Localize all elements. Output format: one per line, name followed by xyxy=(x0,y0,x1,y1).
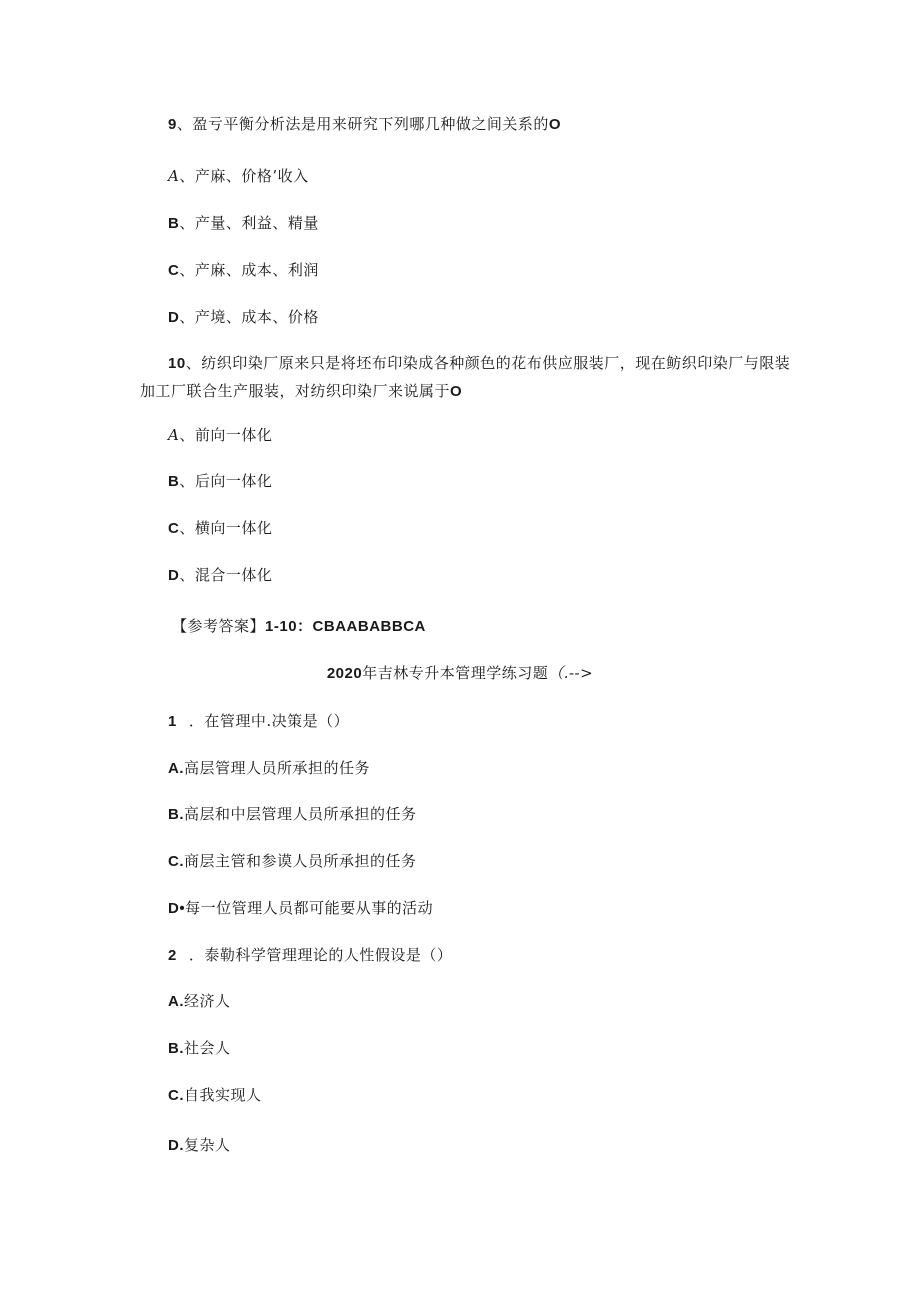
option-c xyxy=(168,851,417,872)
option-letter: D xyxy=(168,309,180,326)
answer-value: 1-10：CBAABABBCA xyxy=(265,618,426,635)
section-suffix: （.--> xyxy=(548,664,594,682)
answer-label: 【参考答案】 xyxy=(172,617,266,635)
option-text: 、产麻、成本、利润 xyxy=(179,261,319,279)
option-letter: B xyxy=(168,215,180,232)
option-b xyxy=(168,471,272,492)
question-blank: O xyxy=(548,116,562,133)
option-letter: C. xyxy=(168,1087,184,1104)
option-a xyxy=(168,758,370,779)
section-year: 2020 xyxy=(326,665,363,682)
option-letter: B. xyxy=(168,806,184,823)
question-9 xyxy=(168,114,561,135)
option-text: 高层管理人员所承担的任务 xyxy=(184,759,371,777)
option-c xyxy=(168,518,272,539)
option-b xyxy=(168,213,319,234)
option-c xyxy=(168,260,319,281)
section-title-text: 年吉林专升本管理学练习题 xyxy=(362,664,549,682)
option-a xyxy=(168,991,231,1012)
question-number: 1 xyxy=(168,713,177,730)
section-title xyxy=(0,663,920,684)
question-10-line-1 xyxy=(168,353,790,374)
answer-key xyxy=(172,616,426,637)
option-letter: A xyxy=(168,167,180,185)
question-number: 2 xyxy=(168,947,177,964)
option-letter: A. xyxy=(168,760,184,777)
option-a xyxy=(168,425,272,445)
option-letter: D xyxy=(168,567,180,584)
option-text: 、横向一体化 xyxy=(179,519,273,537)
question-text: ．在管理中.决策是（） xyxy=(188,712,350,730)
option-text: 、产境、成本、价格 xyxy=(179,308,319,326)
question-2 xyxy=(168,945,452,966)
option-text: 、产量、利益、精量 xyxy=(179,214,319,232)
option-text: 、前向一体化 xyxy=(179,426,273,444)
question-text: 加工厂联合生产服装，对纺织印染厂来说属于 xyxy=(140,382,451,400)
option-text: 、产麻、价格’收入 xyxy=(179,167,309,185)
option-text: 经济人 xyxy=(184,992,231,1010)
option-b xyxy=(168,1038,231,1059)
option-text: 社会人 xyxy=(184,1039,231,1057)
question-text: 、纺织印染厂原来只是将坯布印染成各种颜色的花布供应服装厂，现在鲂织印染厂与限装 xyxy=(185,354,791,372)
option-text: 自我实现人 xyxy=(184,1086,262,1104)
option-text: 、后向一体化 xyxy=(179,472,273,490)
question-1 xyxy=(168,711,349,732)
option-letter: D• xyxy=(168,900,186,917)
option-d xyxy=(168,1135,231,1156)
option-letter: C xyxy=(168,262,180,279)
option-letter: B xyxy=(168,473,180,490)
option-text: 每一位管理人员都可能要从事的活动 xyxy=(185,899,434,917)
option-a xyxy=(168,166,309,186)
question-blank: O xyxy=(450,383,463,400)
option-letter: A xyxy=(168,426,180,444)
option-letter: D. xyxy=(168,1137,184,1154)
option-b xyxy=(168,804,417,825)
option-text: 复杂人 xyxy=(184,1136,231,1154)
option-d xyxy=(168,307,319,328)
question-number: 10 xyxy=(168,355,186,372)
question-10-line-2 xyxy=(140,381,462,402)
option-letter: B. xyxy=(168,1040,184,1057)
question-text: 、盈亏平衡分析法是用来研究下列哪几种做之间关系的 xyxy=(176,115,549,133)
option-text: 商层主管和参谟人员所承担的任务 xyxy=(184,852,417,870)
question-text: ．泰勒科学管理理论的人性假设是（） xyxy=(188,946,453,964)
option-letter: C. xyxy=(168,853,184,870)
option-c xyxy=(168,1085,262,1106)
question-number: 9 xyxy=(168,116,177,133)
option-d xyxy=(168,898,433,919)
option-text: 、混合一体化 xyxy=(179,566,273,584)
option-letter: C xyxy=(168,520,180,537)
option-text: 高层和中层管理人员所承担的任务 xyxy=(184,805,417,823)
option-letter: A. xyxy=(168,993,184,1010)
option-d xyxy=(168,565,272,586)
